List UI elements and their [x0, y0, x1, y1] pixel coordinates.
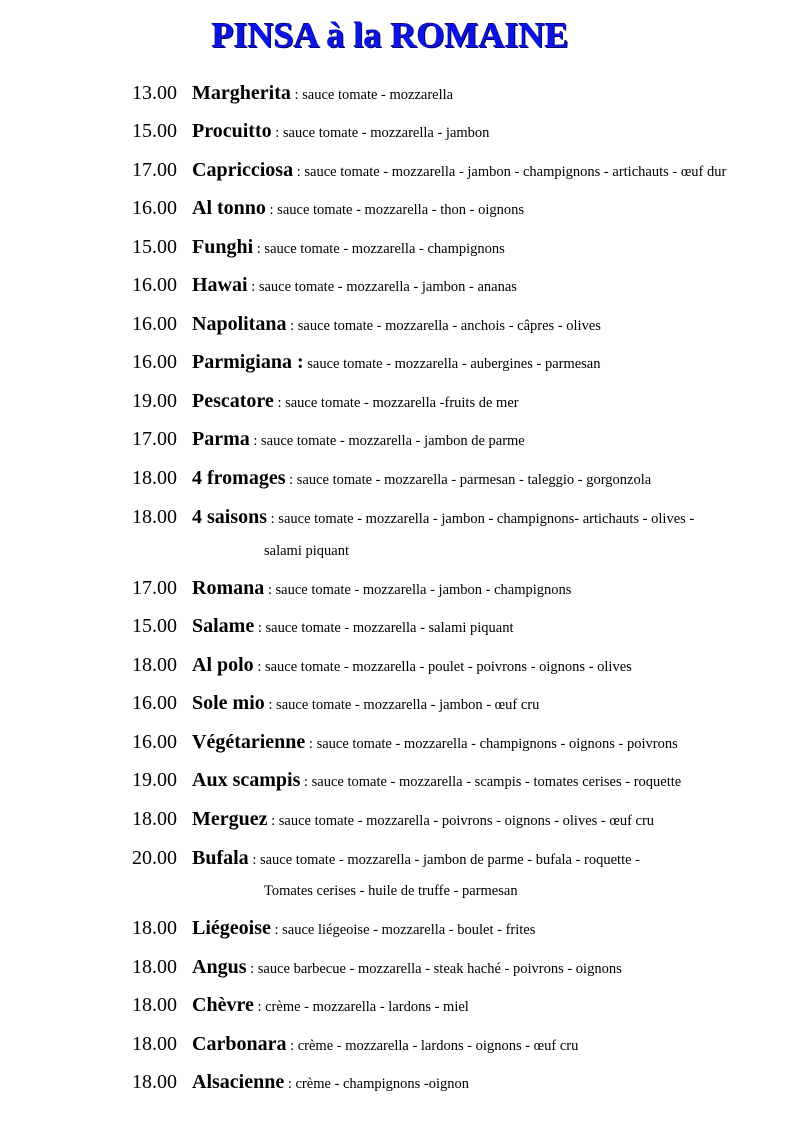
item-description: : sauce tomate - mozzarella - champignons - oignons - poivrons [305, 736, 678, 752]
item-price: 19.00 [132, 390, 177, 412]
menu-item-hawai [0, 270, 800, 300]
item-description: : crème - champignons -oignon [284, 1076, 470, 1092]
menu-item-angus [0, 952, 800, 982]
item-name: Sole mio [192, 692, 265, 714]
page-title: PINSA à la ROMAINE [211, 15, 569, 55]
item-name: Capricciosa [192, 159, 294, 181]
menu-item-bufala [0, 843, 800, 907]
menu-item-alsacienne [0, 1067, 800, 1097]
item-name: Chèvre [192, 994, 254, 1016]
item-description: : crème - mozzarella - lardons - miel [253, 999, 469, 1015]
item-description: : sauce tomate - mozzarella - jambon - œuf cru [264, 697, 540, 713]
item-name: Carbonara [192, 1033, 287, 1055]
item-price: 15.00 [132, 615, 177, 637]
item-price: 18.00 [132, 808, 177, 830]
menu-item-carbonara [0, 1029, 800, 1059]
item-price: 18.00 [132, 1071, 177, 1093]
item-description: : sauce tomate - mozzarella - salami piquant [254, 620, 514, 636]
menu-item-parma [0, 424, 800, 454]
item-description: sauce tomate - mozzarella - aubergines - parmesan [303, 356, 601, 372]
item-name: Végétarienne [192, 731, 306, 753]
item-price: 17.00 [132, 159, 177, 181]
item-price: 16.00 [132, 274, 177, 296]
item-price: 17.00 [132, 577, 177, 599]
item-price: 19.00 [132, 769, 177, 791]
item-description: : sauce tomate - mozzarella - jambon - champignons- artichauts - olives - [267, 511, 695, 527]
menu-item-al-polo [0, 650, 800, 680]
menu-item-parmigiana [0, 347, 800, 377]
item-price: 20.00 [132, 847, 177, 869]
item-price: 18.00 [132, 994, 177, 1016]
item-name: Angus [192, 956, 247, 978]
menu-item-merguez [0, 804, 800, 834]
item-description: : sauce tomate - mozzarella - champignons [253, 241, 505, 257]
item-price: 17.00 [132, 428, 177, 450]
item-description: : crème - mozzarella - lardons - oignons - œuf cru [286, 1038, 579, 1054]
menu-item-sole-mio [0, 688, 800, 718]
item-name: 4 saisons [192, 506, 268, 528]
menu-item-aux-scampis [0, 765, 800, 795]
item-description: : sauce tomate - mozzarella -fruits de mer [273, 395, 519, 411]
menu-item-4-saisons [0, 502, 800, 566]
item-description: : sauce tomate - mozzarella - parmesan - taleggio - gorgonzola [285, 472, 652, 488]
item-description: : sauce tomate - mozzarella - poivrons - oignons - olives - œuf cru [267, 813, 655, 829]
item-name: Parma [192, 428, 250, 450]
item-description: : sauce tomate - mozzarella - scampis - tomates cerises - roquette [300, 774, 682, 790]
menu-item-chevre [0, 990, 800, 1020]
item-name: Funghi [192, 236, 254, 258]
item-price: 16.00 [132, 731, 177, 753]
item-price: 16.00 [132, 313, 177, 335]
item-description: : sauce tomate - mozzarella - thon - oignons [265, 202, 524, 218]
item-price: 13.00 [132, 82, 177, 104]
item-name: Margherita [192, 82, 291, 104]
item-name: Alsacienne [192, 1071, 285, 1093]
item-price: 15.00 [132, 120, 177, 142]
item-name: Merguez [192, 808, 268, 830]
menu-item-vegetarienne [0, 727, 800, 757]
item-price: 16.00 [132, 351, 177, 373]
menu-item-funghi [0, 232, 800, 262]
item-name: Liégeoise [192, 917, 271, 939]
item-description: : sauce tomate - mozzarella - jambon de parme - bufala - roquette - [248, 852, 641, 868]
item-price: 18.00 [132, 1033, 177, 1055]
item-price: 16.00 [132, 692, 177, 714]
menu-item-romana [0, 573, 800, 603]
item-description-continued: salami piquant [264, 543, 349, 559]
item-description: : sauce tomate - mozzarella - jambon [271, 125, 490, 141]
item-name: Al polo [192, 654, 254, 676]
item-description: : sauce tomate - mozzarella - anchois - câpres - olives [286, 318, 601, 334]
menu-item-procuitto [0, 116, 800, 146]
menu-item-pescatore [0, 386, 800, 416]
item-price: 18.00 [132, 917, 177, 939]
item-name: Parmigiana : [192, 351, 304, 373]
item-description: : sauce tomate - mozzarella - jambon - champignons [264, 582, 572, 598]
menu-item-liegeoise [0, 913, 800, 943]
item-name: Napolitana [192, 313, 287, 335]
item-description: : sauce liégeoise - mozzarella - boulet - frites [270, 922, 536, 938]
menu-item-al-tonno [0, 193, 800, 223]
item-price: 16.00 [132, 197, 177, 219]
item-description: : sauce barbecue - mozzarella - steak haché - poivrons - oignons [246, 961, 622, 977]
item-price: 18.00 [132, 467, 177, 489]
item-name: Salame [192, 615, 255, 637]
item-description: : sauce tomate - mozzarella - jambon - champignons - artichauts - œuf dur [293, 164, 727, 180]
item-price: 18.00 [132, 956, 177, 978]
item-name: Bufala [192, 847, 249, 869]
item-name: 4 fromages [192, 467, 286, 489]
item-description: : sauce tomate - mozzarella - poulet - poivrons - oignons - olives [253, 659, 632, 675]
item-name: Pescatore [192, 390, 274, 412]
item-price: 18.00 [132, 654, 177, 676]
item-name: Al tonno [192, 197, 266, 219]
item-description-continued: Tomates cerises - huile de truffe - parmesan [264, 883, 518, 899]
item-price: 18.00 [132, 506, 177, 528]
menu-item-salame [0, 611, 800, 641]
menu-item-napolitana [0, 309, 800, 339]
item-name: Romana [192, 577, 265, 599]
item-name: Hawai [192, 274, 248, 296]
menu-item-capricciosa [0, 155, 800, 185]
menu-item-4-fromages [0, 463, 800, 493]
item-price: 15.00 [132, 236, 177, 258]
item-description: : sauce tomate - mozzarella [290, 87, 454, 103]
item-name: Procuitto [192, 120, 272, 142]
item-description: : sauce tomate - mozzarella - jambon - ananas [247, 279, 517, 295]
menu-item-margherita [0, 78, 800, 108]
item-name: Aux scampis [192, 769, 301, 791]
item-description: : sauce tomate - mozzarella - jambon de parme [249, 433, 525, 449]
